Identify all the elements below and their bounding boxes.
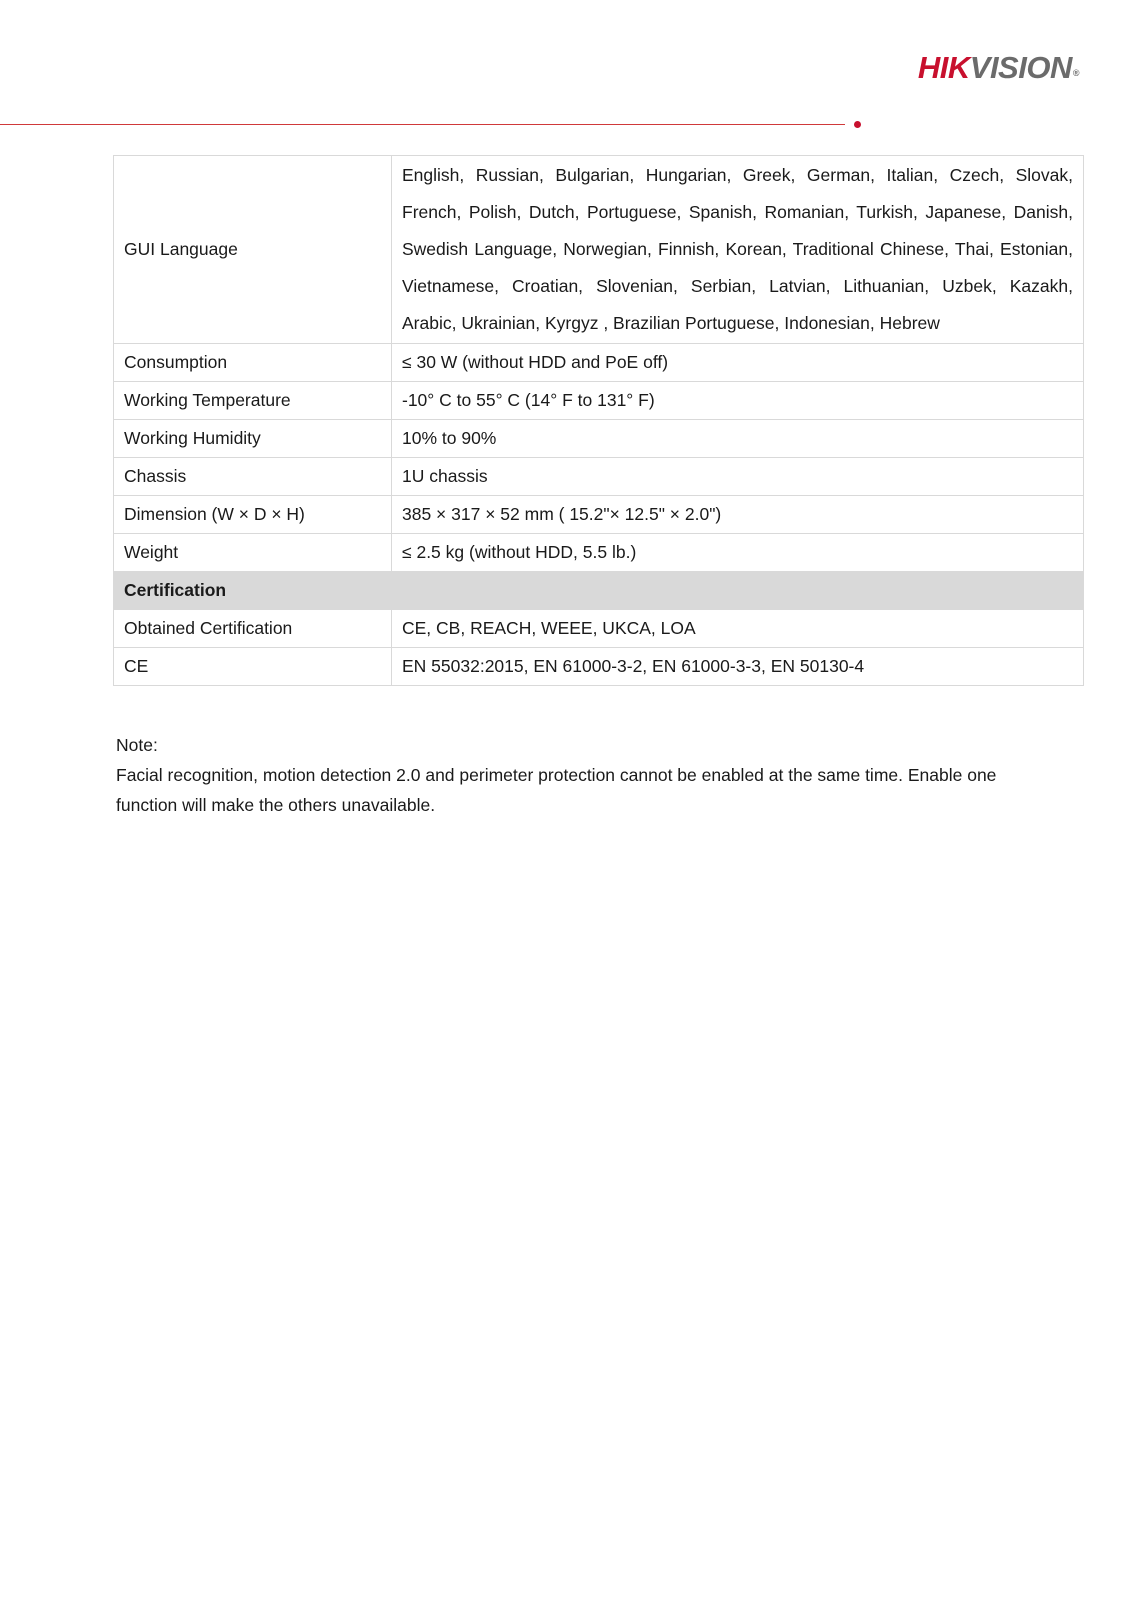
table-row <box>114 344 1084 382</box>
table-row <box>114 610 1084 648</box>
spec-label: Weight <box>114 534 392 572</box>
spec-value: 10% to 90% <box>392 420 1084 458</box>
logo-text-hik: HIK <box>917 50 970 85</box>
note-text: Facial recognition, motion detection 2.0 and perimeter protection cannot be enabled at the same time. Enable one function will make the others unavailable. <box>116 765 997 815</box>
logo-text-vision: VISION <box>969 50 1072 85</box>
spec-table <box>113 155 1084 686</box>
section-title-certification: Certification <box>114 572 1084 610</box>
spec-label: Chassis <box>114 458 392 496</box>
spec-value: ≤ 30 W (without HDD and PoE off) <box>392 344 1084 382</box>
table-row <box>114 156 1084 344</box>
spec-label: Dimension (W × D × H) <box>114 496 392 534</box>
spec-label: Working Humidity <box>114 420 392 458</box>
note-title: Note: <box>116 735 158 755</box>
header-divider-dot <box>854 121 861 128</box>
note-block <box>116 730 1036 820</box>
spec-value: ≤ 2.5 kg (without HDD, 5.5 lb.) <box>392 534 1084 572</box>
header-divider <box>0 124 845 125</box>
spec-value: CE, CB, REACH, WEEE, UKCA, LOA <box>392 610 1084 648</box>
hikvision-logo <box>918 50 1079 86</box>
registered-mark: ® <box>1072 68 1079 78</box>
section-header-row <box>114 572 1084 610</box>
table-row <box>114 648 1084 686</box>
spec-label: Consumption <box>114 344 392 382</box>
spec-label: Obtained Certification <box>114 610 392 648</box>
spec-value: English, Russian, Bulgarian, Hungarian, Greek, German, Italian, Czech, Slovak, French, Polish, Dutch, Portuguese, Spanish, Romanian, Turkish, Japanese, Danish, Swedish Language, Norwegian, Finnish, Korean, Traditional Chinese, Thai, Estonian, Vietnamese, Croatian, Slovenian, Serbian, Latvian, Lithuanian, Uzbek, Kazakh, Arabic, Ukrainian, Kyrgyz , Brazilian Portuguese, Indonesian, Hebrew <box>392 156 1084 344</box>
table-row <box>114 496 1084 534</box>
table-row <box>114 534 1084 572</box>
spec-value: EN 55032:2015, EN 61000-3-2, EN 61000-3-3, EN 50130-4 <box>392 648 1084 686</box>
spec-value: 1U chassis <box>392 458 1084 496</box>
table-row <box>114 420 1084 458</box>
table-row <box>114 382 1084 420</box>
spec-value: -10° C to 55° C (14° F to 131° F) <box>392 382 1084 420</box>
table-row <box>114 458 1084 496</box>
spec-label: CE <box>114 648 392 686</box>
spec-label: GUI Language <box>114 156 392 344</box>
spec-value: 385 × 317 × 52 mm ( 15.2"× 12.5" × 2.0") <box>392 496 1084 534</box>
spec-label: Working Temperature <box>114 382 392 420</box>
